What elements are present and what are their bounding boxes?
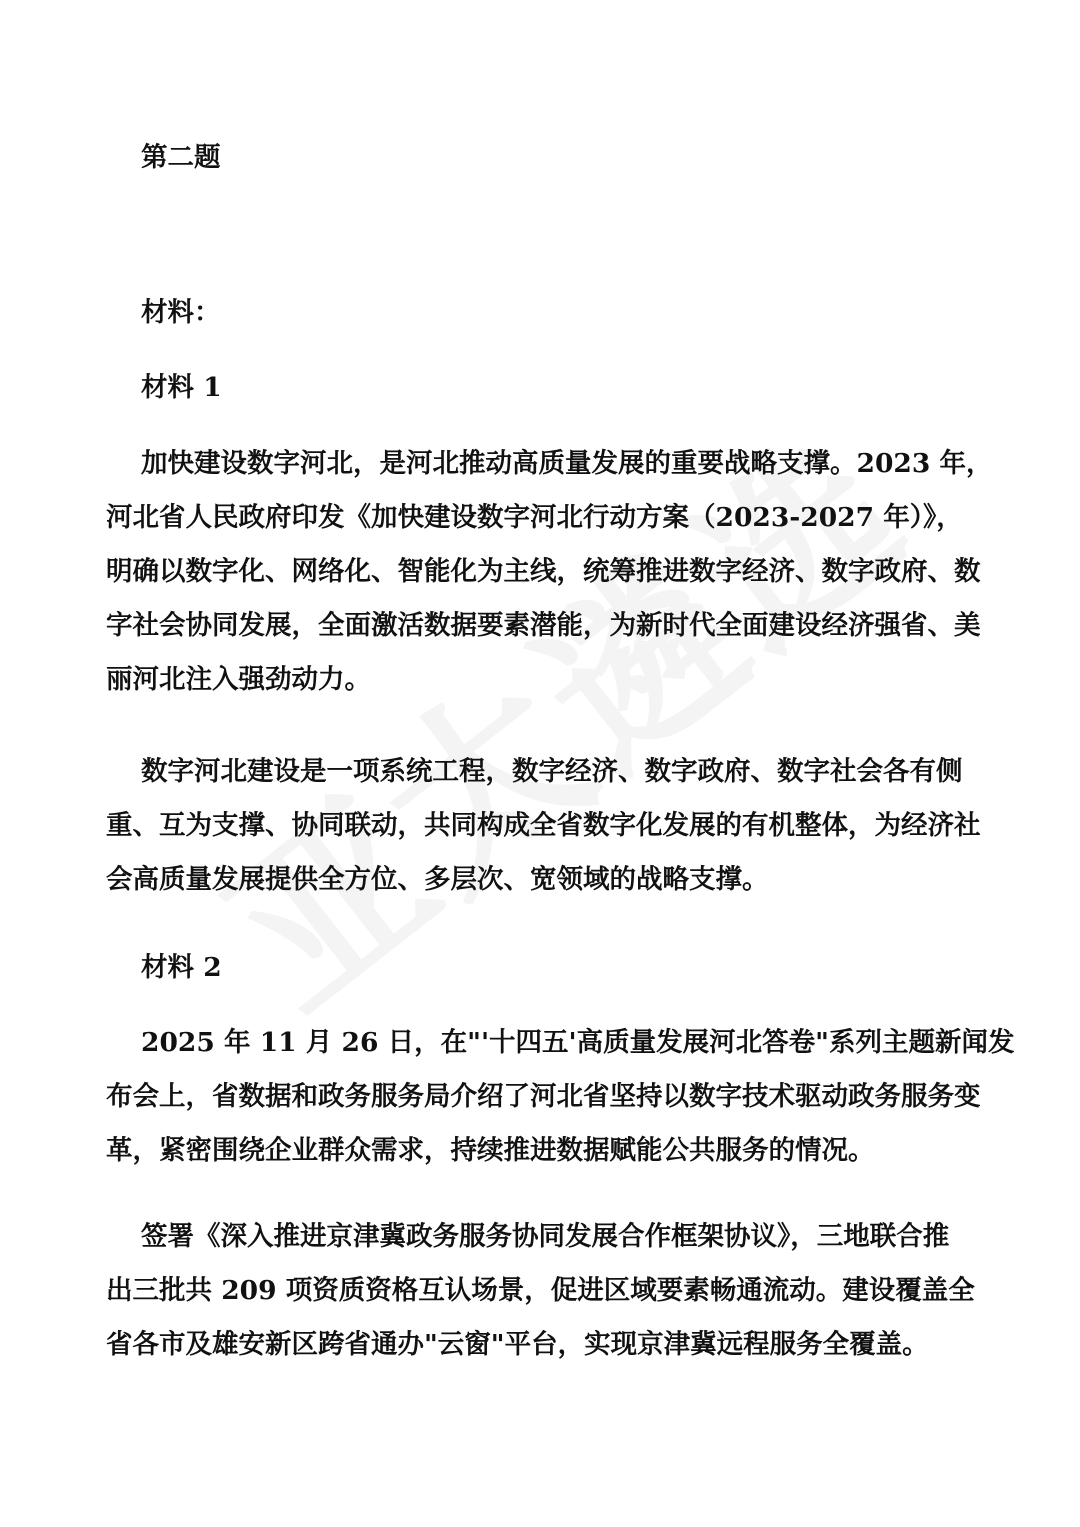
paragraph-line: 2025 年 11 月 26 日，在"'十四五'高质量发展河北答卷"系列主题新闻发 [141,1027,1015,1058]
materials-label: 材料： [141,297,221,328]
question-title: 第二题 [141,142,221,173]
paragraph-line: 签署《深入推进京津冀政务服务协同发展合作框架协议》，三地联合推 [141,1221,950,1252]
paragraph-line: 重、互为支撑、协同联动，共同构成全省数字化发展的有机整体，为经济社 [106,810,981,841]
material-2-paragraph-2 [106,1210,1006,1372]
material-1-paragraph-1 [106,437,1006,707]
material-1-label: 材料 1 [141,372,222,403]
material-1-paragraph-2 [106,745,1006,907]
material-2-label: 材料 2 [141,952,222,983]
paragraph-line: 会高质量发展提供全方位、多层次、宽领域的战略支撑。 [106,864,769,895]
paragraph-line: 出三批共 209 项资质资格互认场景，促进区域要素畅通流动。建设覆盖全 [106,1275,975,1306]
paragraph-line: 布会上，省数据和政务服务局介绍了河北省坚持以数字技术驱动政务服务变 [106,1081,981,1112]
paragraph-line: 革，紧密围绕企业群众需求，持续推进数据赋能公共服务的情况。 [106,1135,875,1166]
paragraph-line: 明确以数字化、网络化、智能化为主线，统筹推进数字经济、数字政府、数 [106,556,981,587]
paragraph-line: 字社会协同发展，全面激活数据要素潜能，为新时代全面建设经济强省、美 [106,610,981,641]
paragraph-line: 河北省人民政府印发《加快建设数字河北行动方案（2023-2027 年）》， [106,502,963,533]
material-2-paragraph-1 [106,1016,1015,1178]
paragraph-line: 加快建设数字河北，是河北推动高质量发展的重要战略支撑。2023 年， [141,448,993,479]
paragraph-line: 数字河北建设是一项系统工程，数字经济、数字政府、数字社会各有侧 [141,756,963,787]
paragraph-line: 省各市及雄安新区跨省通办"云窗"平台，实现京津冀远程服务全覆盖。 [106,1329,929,1360]
paragraph-line: 丽河北注入强劲动力。 [106,664,371,695]
